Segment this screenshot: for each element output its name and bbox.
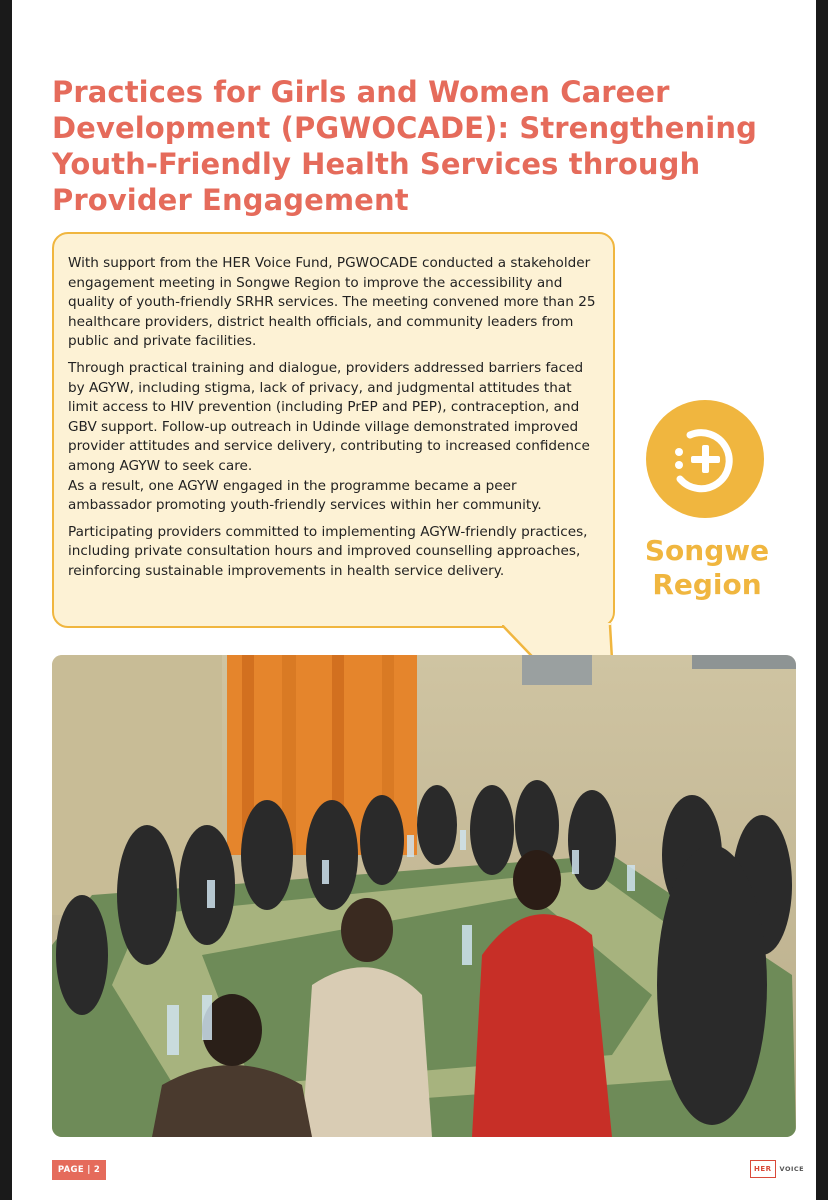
region-line-2: Region bbox=[652, 568, 762, 601]
health-plus-icon bbox=[646, 400, 764, 518]
logo-box: HER bbox=[750, 1160, 776, 1178]
text-callout bbox=[52, 232, 615, 628]
her-voice-logo bbox=[750, 1158, 804, 1180]
meeting-photo bbox=[52, 655, 796, 1137]
page-title: Practices for Girls and Women Career Development (PGWOCADE): Strengthening Youth-Friendly Health Services through Provider Engagement bbox=[52, 75, 757, 217]
region-line-1: Songwe bbox=[644, 534, 770, 567]
paragraph-3: As a result, one AGYW engaged in the programme became a peer ambassador promoting youth-friendly services within her community. bbox=[68, 477, 542, 514]
paragraph-1: With support from the HER Voice Fund, PGWOCADE conducted a stakeholder engagement meeting in Songwe Region to improve the accessibility and quality of youth-friendly SRHR services. The meeting convened more than 25 healthcare providers, district health officials, and community leaders from public and private facilities. bbox=[68, 255, 596, 350]
page-number-badge: PAGE | 2 bbox=[52, 1160, 106, 1180]
logo-text: VOICE bbox=[779, 1165, 805, 1173]
paragraph-4: Participating providers committed to implementing AGYW-friendly practices, including private consultation hours and improved counselling approaches, reinforcing sustainable improvements in health service delivery. bbox=[68, 523, 588, 579]
page bbox=[12, 0, 816, 1200]
region-label bbox=[622, 534, 792, 602]
paragraph-2: Through practical training and dialogue, providers addressed barriers faced by AGYW, including stigma, lack of privacy, and judgmental attitudes that limit access to HIV prevention (including PrEP and PEP), contraception, and GBV support. Follow-up outreach in Udinde village demonstrated improved provider attitudes and service delivery, contributing to increased confidence among AGYW to seek care. bbox=[68, 359, 590, 474]
